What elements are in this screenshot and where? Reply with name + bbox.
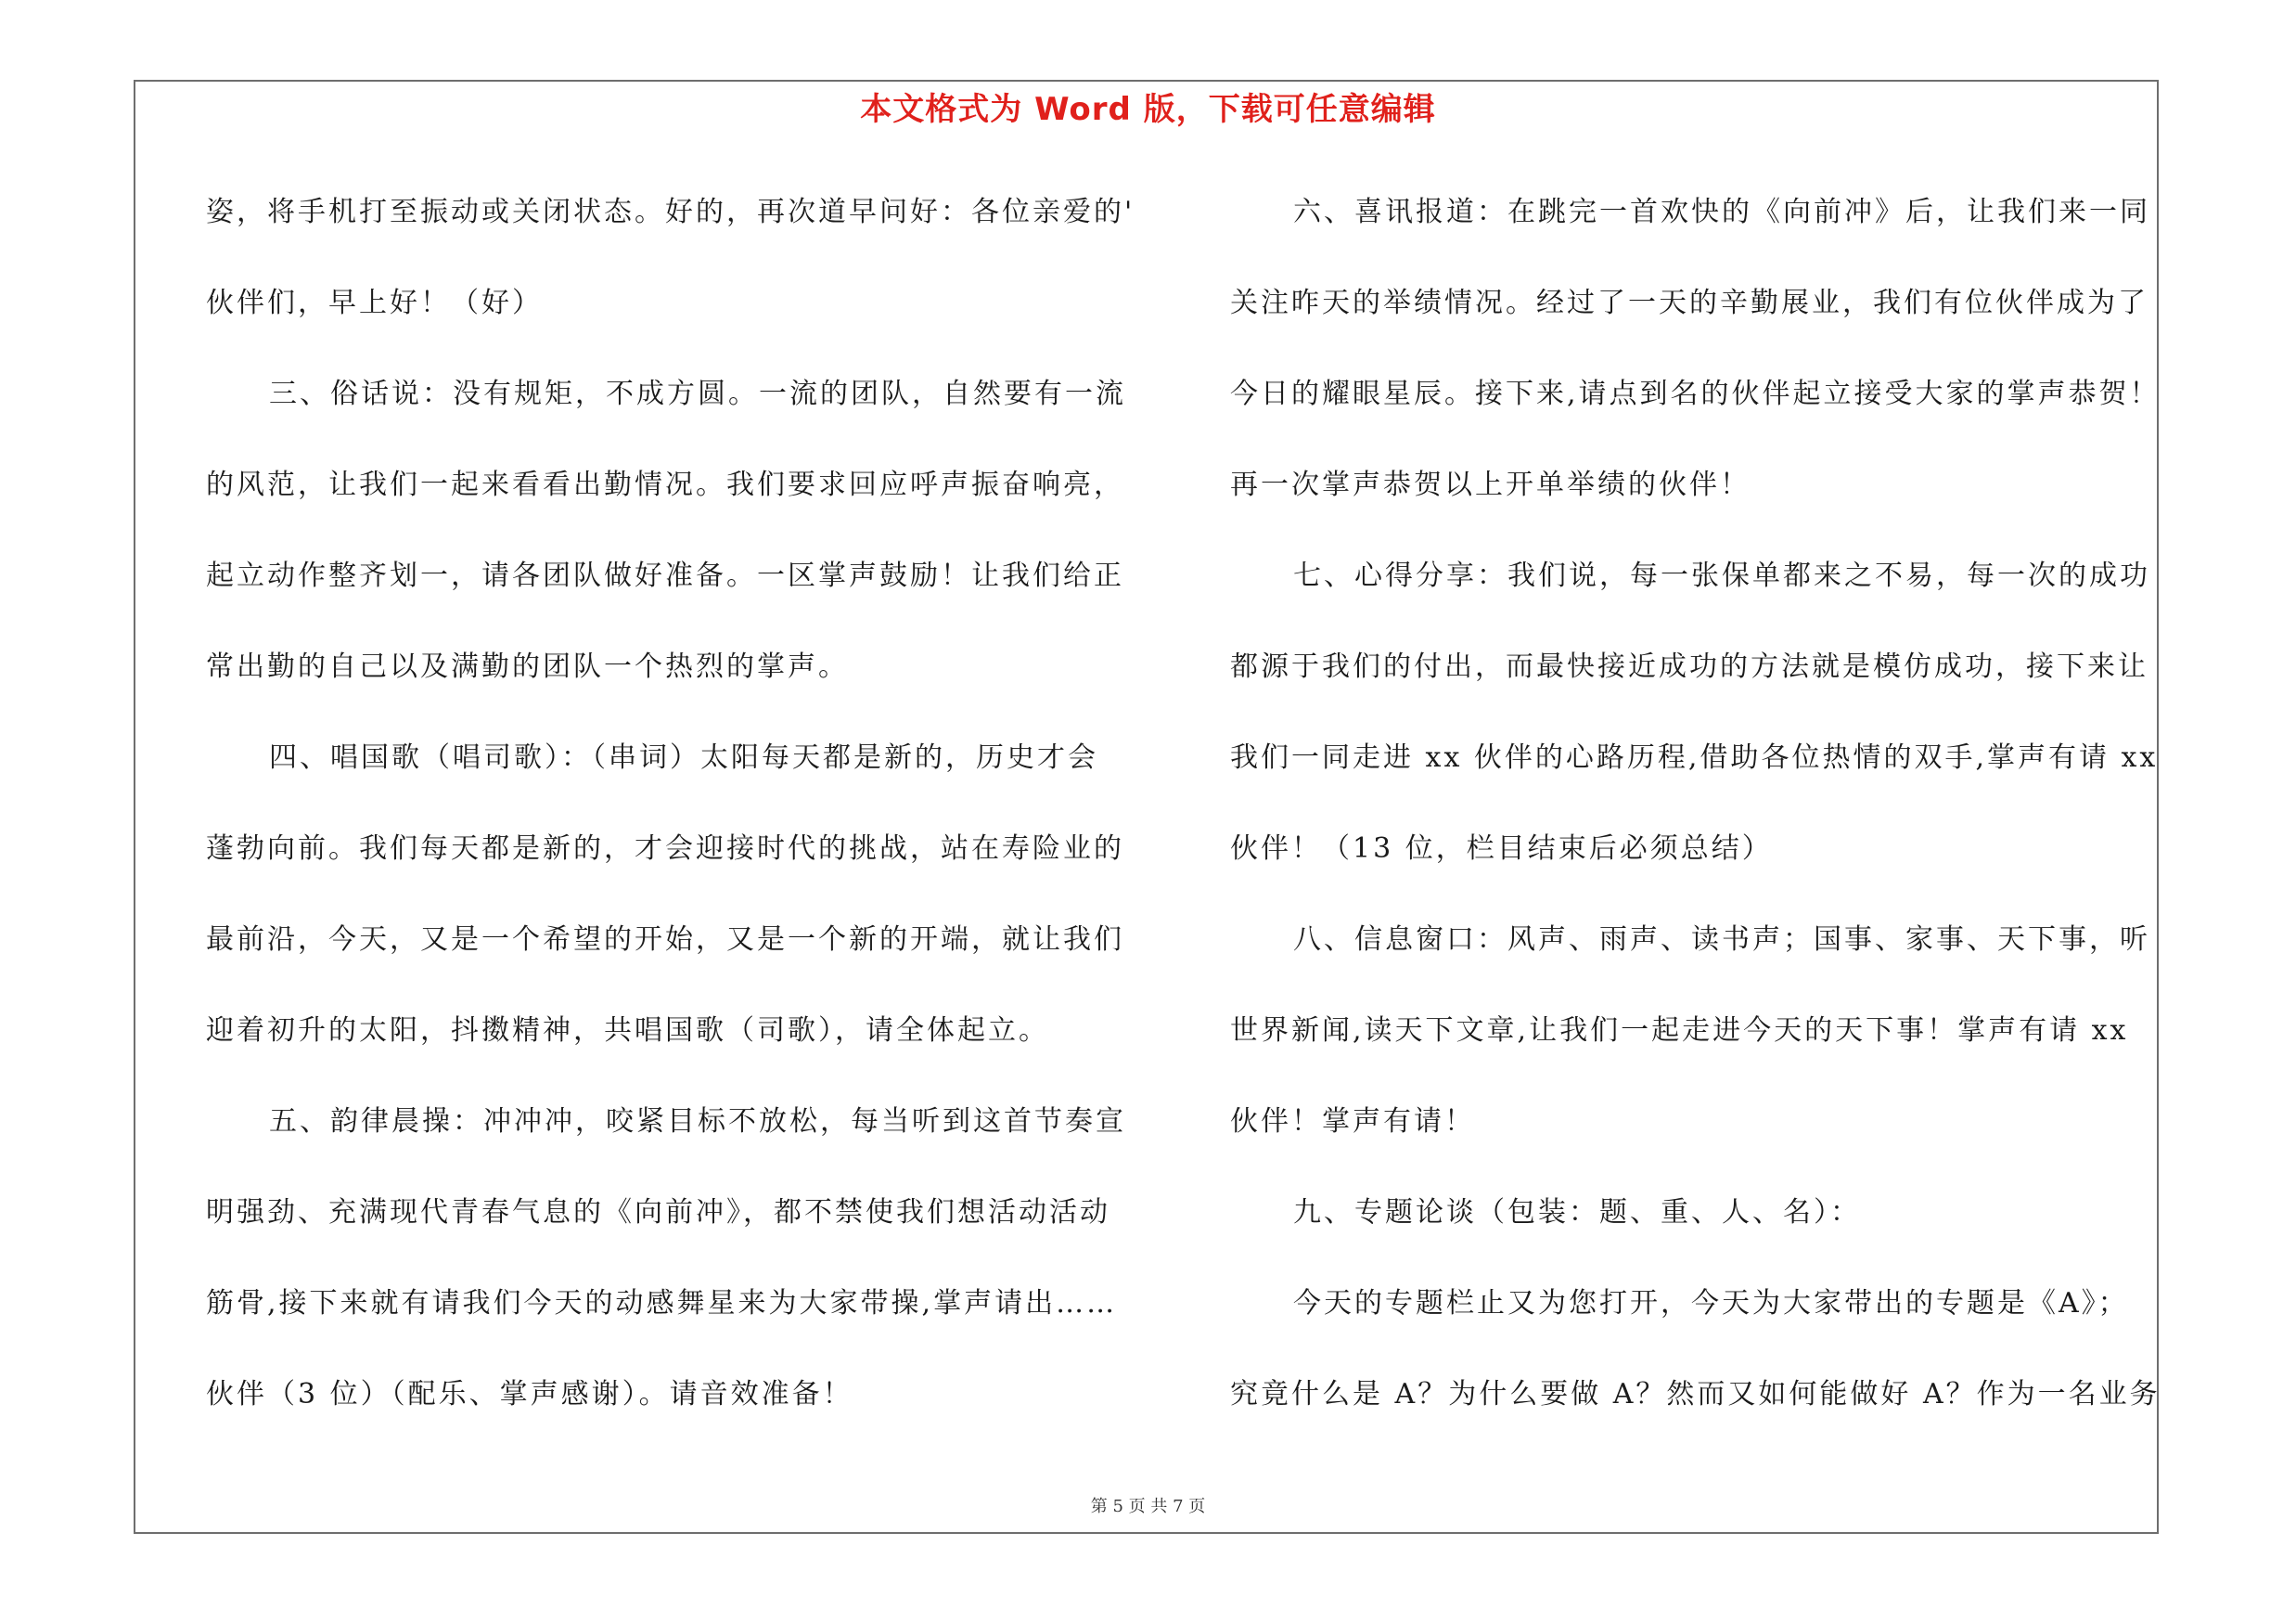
text-line: 究竟什么是 A？为什么要做 A？然而又如何能做好 A？作为一名业务 — [1230, 1378, 2161, 1410]
text-line: 八、信息窗口：风声、雨声、读书声；国事、家事、天下事，听 — [1293, 923, 2150, 956]
text-line: 今天的专题栏止又为您打开，今天为大家带出的专题是《A》； — [1293, 1287, 2129, 1320]
text-line: 五、韵律晨操：冲冲冲，咬紧目标不放松，每当听到这首节奏宣 — [269, 1105, 1126, 1138]
text-line: 常出勤的自己以及满勤的团队一个热烈的掌声。 — [206, 650, 849, 683]
text-line: 起立动作整齐划一，请各团队做好准备。一区掌声鼓励！让我们给正 — [206, 560, 1124, 592]
page-banner: 本文格式为 Word 版，下载可任意编辑 — [860, 91, 1436, 128]
text-line: 九、专题论谈（包装：题、重、人、名）： — [1293, 1196, 1861, 1229]
text-line: 伙伴！（13 位，栏目结束后必须总结） — [1230, 832, 1773, 865]
text-line: 今日的耀眼星辰。接下来,请点到名的伙伴起立接受大家的掌声恭贺！ — [1230, 378, 2161, 410]
text-line: 四、唱国歌（唱司歌）：（串词）太阳每天都是新的，历史才会 — [269, 741, 1098, 774]
text-line: 七、心得分享：我们说，每一张保单都来之不易，每一次的成功 — [1293, 560, 2150, 592]
text-line: 伙伴（3 位）（配乐、掌声感谢）。请音效准备！ — [206, 1378, 853, 1410]
text-line: 的风范，让我们一起来看看出勤情况。我们要求回应呼声振奋响亮， — [206, 469, 1124, 501]
left-column — [206, 184, 1135, 1457]
right-column — [1230, 184, 2161, 1457]
page-number: 第 5 页 共 7 页 — [1090, 1497, 1206, 1516]
text-line: 关注昨天的举绩情况。经过了一天的辛勤展业，我们有位伙伴成为了 — [1230, 287, 2148, 319]
text-line: 筋骨,接下来就有请我们今天的动感舞星来为大家带操,掌声请出…… — [206, 1287, 1118, 1320]
text-line: 再一次掌声恭贺以上开单举绩的伙伴！ — [1230, 469, 1751, 501]
text-line: 明强劲、充满现代青春气息的《向前冲》，都不禁使我们想活动活动 — [206, 1196, 1110, 1229]
text-line: 伙伴们，早上好！（好） — [206, 287, 543, 319]
text-line: 蓬勃向前。我们每天都是新的，才会迎接时代的挑战，站在寿险业的 — [206, 832, 1124, 865]
text-line: 六、喜讯报道：在跳完一首欢快的《向前冲》后，让我们来一同 — [1293, 196, 2150, 228]
text-line: 我们一同走进 xx 伙伴的心路历程,借助各位热情的双手,掌声有请 xx — [1230, 741, 2159, 774]
text-line: 三、俗话说：没有规矩，不成方圆。一流的团队，自然要有一流 — [269, 378, 1126, 410]
text-line: 最前沿，今天，又是一个希望的开始，又是一个新的开端，就让我们 — [206, 923, 1124, 956]
text-line: 迎着初升的太阳，抖擞精神，共唱国歌（司歌），请全体起立。 — [206, 1014, 1049, 1047]
text-line: 姿，将手机打至振动或关闭状态。好的，再次道早问好：各位亲爱的' — [206, 196, 1135, 228]
text-line: 都源于我们的付出，而最快接近成功的方法就是模仿成功，接下来让 — [1230, 650, 2148, 683]
text-line: 伙伴！掌声有请！ — [1230, 1105, 1475, 1138]
text-line: 世界新闻,读天下文章,让我们一起走进今天的天下事！掌声有请 xx — [1230, 1014, 2129, 1047]
